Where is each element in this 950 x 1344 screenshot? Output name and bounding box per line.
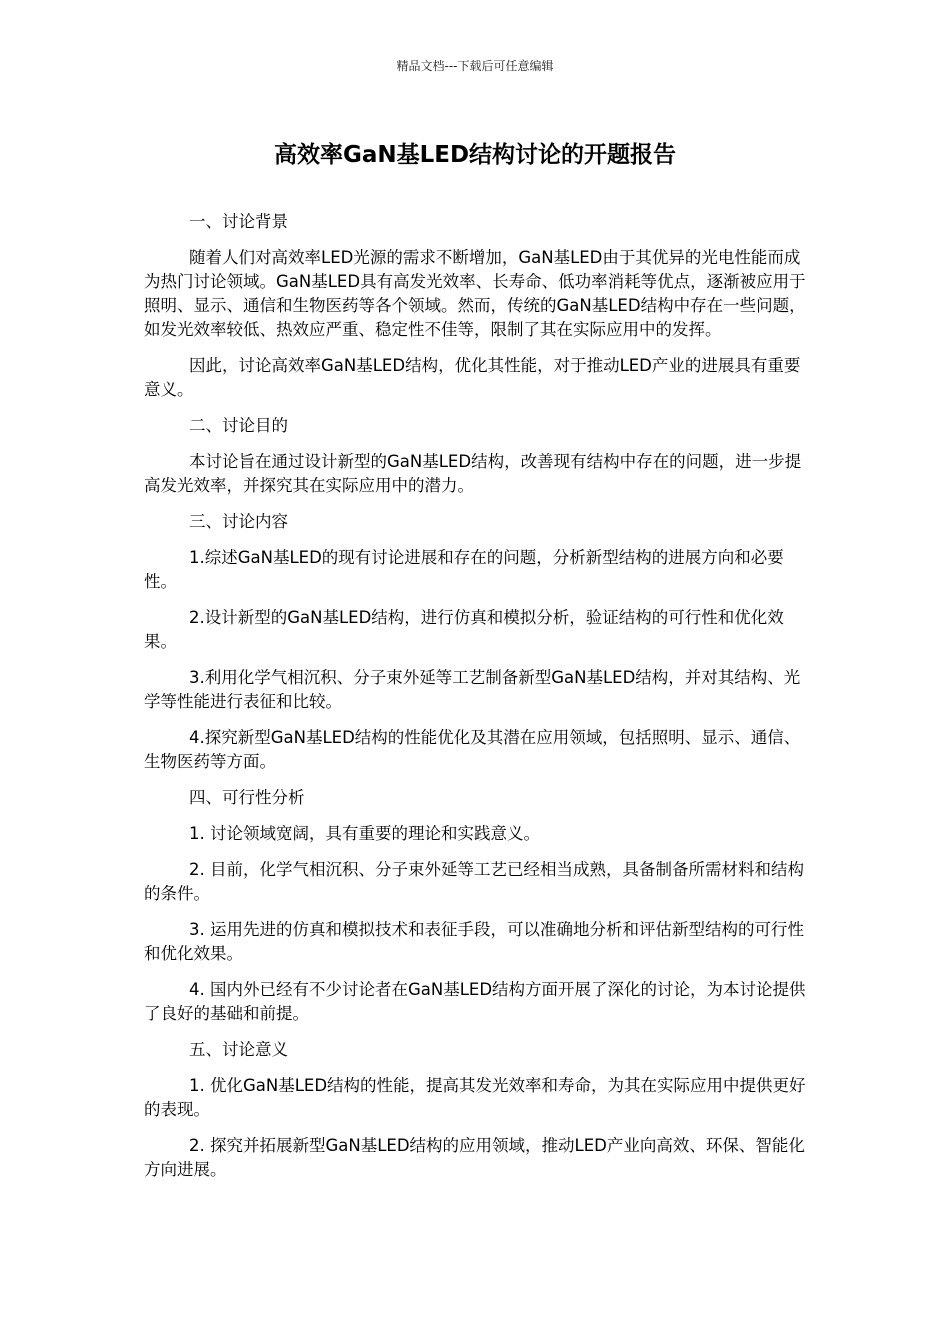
section-heading-purpose: 二、讨论目的 (189, 416, 288, 435)
paragraph-significance-summary: 因此，讨论高效率GaN基LED结构，优化其性能，对于推动LED产业的进展具有重要意义。 (144, 356, 801, 399)
content-item-3: 3.利用化学气相沉积、分子束外延等工艺制备新型GaN基LED结构，并对其结构、光学等性能进行表征和比较。 (144, 668, 801, 711)
section-heading-feasibility: 四、可行性分析 (189, 788, 305, 807)
document-body (144, 210, 808, 1194)
significance-item-2: 2. 探究并拓展新型GaN基LED结构的应用领域，推动LED产业向高效、环保、智能化方向进展。 (144, 1136, 805, 1179)
section-heading-content: 三、讨论内容 (189, 512, 288, 531)
feasibility-item-4: 4. 国内外已经有不少讨论者在GaN基LED结构方面开展了深化的讨论，为本讨论提供了良好的基础和前提。 (144, 980, 806, 1023)
content-item-2: 2.设计新型的GaN基LED结构，进行仿真和模拟分析，验证结构的可行性和优化效果。 (144, 608, 784, 651)
content-item-4: 4.探究新型GaN基LED结构的性能优化及其潜在应用领域，包括照明、显示、通信、生物医药等方面。 (144, 728, 801, 771)
paragraph-purpose: 本讨论旨在通过设计新型的GaN基LED结构，改善现有结构中存在的问题，进一步提高发光效率，并探究其在实际应用中的潜力。 (144, 452, 802, 495)
section-heading-background: 一、讨论背景 (189, 212, 288, 231)
document-title: 高效率GaN基LED结构讨论的开题报告 (273, 142, 677, 168)
significance-item-1: 1. 优化GaN基LED结构的性能，提高其发光效率和寿命，为其在实际应用中提供更好的表现。 (144, 1076, 806, 1119)
paragraph-background: 随着人们对高效率LED光源的需求不断增加，GaN基LED由于其优异的光电性能而成为热门讨论领域。GaN基LED具有高发光效率、长寿命、低功率消耗等优点，逐渐被应用于照明、显示、通信和生物医药等各个领域。然而，传统的GaN基LED结构中存在一些问题，如发光效率较低、热效应严重、稳定性不佳等，限制了其在实际应用中的发挥。 (144, 248, 806, 339)
feasibility-item-3: 3. 运用先进的仿真和模拟技术和表征手段，可以准确地分析和评估新型结构的可行性和优化效果。 (144, 920, 804, 963)
section-heading-significance: 五、讨论意义 (189, 1040, 288, 1059)
page-header: 精品文档---下载后可任意编辑 (396, 59, 554, 73)
content-item-1: 1.综述GaN基LED的现有讨论进展和存在的问题，分析新型结构的进展方向和必要性。 (144, 548, 784, 591)
feasibility-item-2: 2. 目前，化学气相沉积、分子束外延等工艺已经相当成熟，具备制备所需材料和结构的条件。 (144, 860, 804, 903)
feasibility-item-1: 1. 讨论领域宽阔，具有重要的理论和实践意义。 (189, 824, 540, 843)
